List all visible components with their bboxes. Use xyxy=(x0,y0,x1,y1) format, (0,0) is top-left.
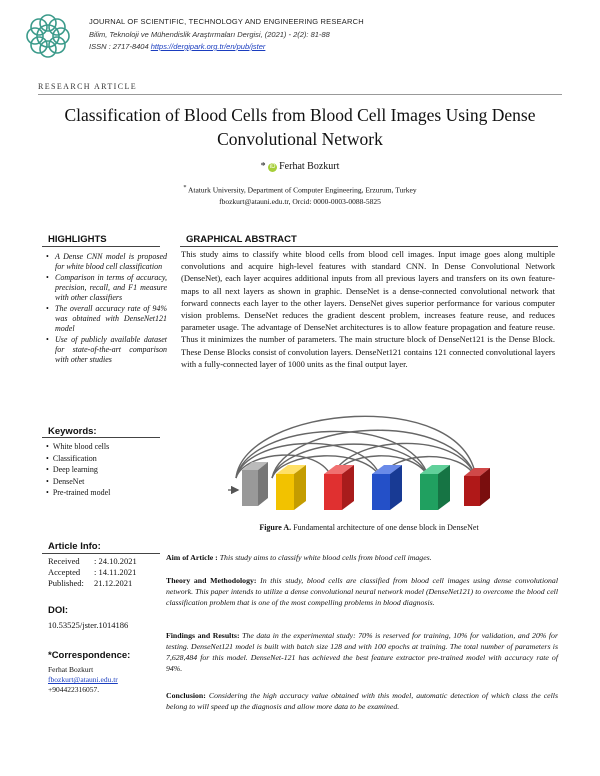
journal-logo xyxy=(22,10,74,62)
affiliation: Ataturk University, Department of Computer Engineering, Erzurum, Turkey xyxy=(187,185,417,195)
paper-title: Classification of Blood Cells from Blood Cell Images Using Dense Convolutional Network xyxy=(64,105,536,149)
journal-url-link[interactable]: https://dergipark.org.tr/en/pub/jster xyxy=(150,42,266,51)
published-date: 21.12.2021 xyxy=(94,578,133,588)
conclusion-text: Considering the high accuracy value obtained with this model, automatic detection of which class the cells belong to will speed up the diagnosis and allow more data to be examined. xyxy=(166,691,558,711)
highlight-item: • Use of publicly available dataset for state-of-the-art comparison with other studies xyxy=(45,335,167,365)
theory-section xyxy=(166,575,558,608)
author-name: Ferhat Bozkurt xyxy=(279,161,340,172)
author-line xyxy=(0,161,600,172)
aim-label: Aim of Article : xyxy=(166,553,218,562)
published-label: Published: xyxy=(48,578,84,588)
affiliation-block xyxy=(0,182,600,207)
correspondence-name: Ferhat Bozkurt xyxy=(48,665,94,674)
layer-block-green xyxy=(420,465,450,510)
highlight-item: • A Dense CNN model is proposed for white blood cell classification xyxy=(45,252,167,272)
layer-block-red xyxy=(324,465,354,510)
dense-block-figure xyxy=(224,366,494,516)
received-row xyxy=(48,556,137,566)
theory-text: In this study, blood cells are classified from blood cell images using dense convolutional network. This paper intends to utilize a dense convolutional neural network model (DenseNet121) to overcome the blood cell classification problem that is one of the most compelling problems in blood diagnosis. xyxy=(166,576,559,607)
received-date: : 24.10.2021 xyxy=(94,556,137,566)
correspondence-heading: *Correspondence: xyxy=(48,650,131,661)
keywords-heading: Keywords: xyxy=(48,426,97,437)
affiliation-marker: * xyxy=(183,184,187,191)
header-divider xyxy=(38,94,562,95)
figure-caption-text: Fundamental architecture of one dense block in DenseNet xyxy=(293,523,479,532)
issn-line xyxy=(89,42,265,51)
journal-name: JOURNAL OF SCIENTIFIC, TECHNOLOGY AND ENGINEERING RESEARCH xyxy=(89,17,364,26)
output-block-darkred xyxy=(464,468,490,506)
aim-section xyxy=(166,552,558,563)
article-type: RESEARCH ARTICLE xyxy=(38,82,138,91)
doi-value[interactable]: 10.53525/jster.1014186 xyxy=(48,620,129,630)
keyword-item: • White blood cells xyxy=(46,441,110,453)
figure-caption xyxy=(0,523,600,532)
layer-block-blue xyxy=(372,465,402,510)
findings-section xyxy=(166,630,558,674)
highlights-list xyxy=(45,252,167,366)
orcid-icon[interactable]: iD xyxy=(269,164,276,170)
accepted-label: Accepted xyxy=(48,567,81,577)
received-label: Received xyxy=(48,556,80,566)
keyword-item: • Deep learning xyxy=(46,464,110,476)
journal-subtitle: Bilim, Teknoloji ve Mühendislik Araştırmaları Dergisi, (2021) - 2(2): 81-88 xyxy=(89,30,330,39)
highlights-heading: HIGHLIGHTS xyxy=(48,234,107,245)
conclusion-section xyxy=(166,690,558,712)
conclusion-label: Conclusion: xyxy=(166,691,206,700)
figure-label: Figure A. xyxy=(259,523,292,532)
keyword-item: • Classification xyxy=(46,453,110,465)
input-feature-map xyxy=(242,462,268,506)
graphical-abstract-text: This study aims to classify white blood cells from blood cell images. Input image goes along multiple convolutions and acquire high-level features with standard CNN. In Dense Convolutional Network (DenseNet), each layer acquires additional inputs from all previous layers and transfers on its own feature-maps to all next layers as shown in graphic. DenseNet is a dense-connected convolutional network that forward connects each layer to the other layers. DenseNet gives superior performance for various computer vision problems. DenseNet reduces the gradient descent problem, increases feature reuse, and reduces parameter usage. The advantage of DenseNet architectures is to allow feature propagation and feature reuse. Thus it minimizes the number of parameters. The main structure block of DenseNet121 is the Dense Block. These Dense Blocks consist of convolution layers. DenseNet121 contains 121 connected convolutional layers with a fully-connected layer of 1000 units as the final output layer. xyxy=(181,249,555,369)
aim-text: This study aims to classify white blood cells from blood cell images. xyxy=(219,553,432,562)
author-contact: fbozkurt@atauni.edu.tr, Orcid: 0000-0003-0088-5825 xyxy=(219,196,381,206)
findings-label: Findings and Results: xyxy=(166,631,240,640)
correspondence-email-link[interactable]: fbozkurt@atauni.edu.tr xyxy=(48,675,118,684)
graphical-abstract-divider xyxy=(180,246,558,247)
published-row xyxy=(48,578,133,588)
layer-block-yellow xyxy=(276,465,306,510)
issn: ISSN : 2717-8404 xyxy=(89,42,149,51)
findings-text: The data in the experimental study: 70% is reserved for training, 10% for validation, and 20% for testing. DenseNet121 model is built with batch size 128 and with 100 epochs at training. The total number of parameters is 7,628,484 for this model. DenseNet-121 has achieved the best feature extractor pre-trained model with accuracy rate of 94%. xyxy=(166,631,558,673)
author-marker: * xyxy=(260,161,266,172)
article-info-heading: Article Info: xyxy=(48,541,101,552)
graphical-abstract-heading: GRAPHICAL ABSTRACT xyxy=(186,234,297,245)
highlight-item: • Comparison in terms of accuracy, precision, recall, and F1 measure with other classifiers xyxy=(45,273,167,303)
theory-label: Theory and Methodology: xyxy=(166,576,257,585)
accepted-date: : 14.11.2021 xyxy=(94,567,137,577)
keyword-item: • Pre-trained model xyxy=(46,487,110,499)
article-info-divider xyxy=(42,553,160,554)
correspondence-phone: +904422316057. xyxy=(48,685,100,694)
keywords-list xyxy=(46,441,110,499)
doi-heading: DOI: xyxy=(48,605,69,616)
highlight-item: • The overall accuracy rate of 94% was obtained with DenseNet121 model xyxy=(45,304,167,334)
keyword-item: • DenseNet xyxy=(46,476,110,488)
keywords-divider xyxy=(42,437,160,438)
accepted-row xyxy=(48,567,137,577)
highlights-divider xyxy=(42,246,160,247)
